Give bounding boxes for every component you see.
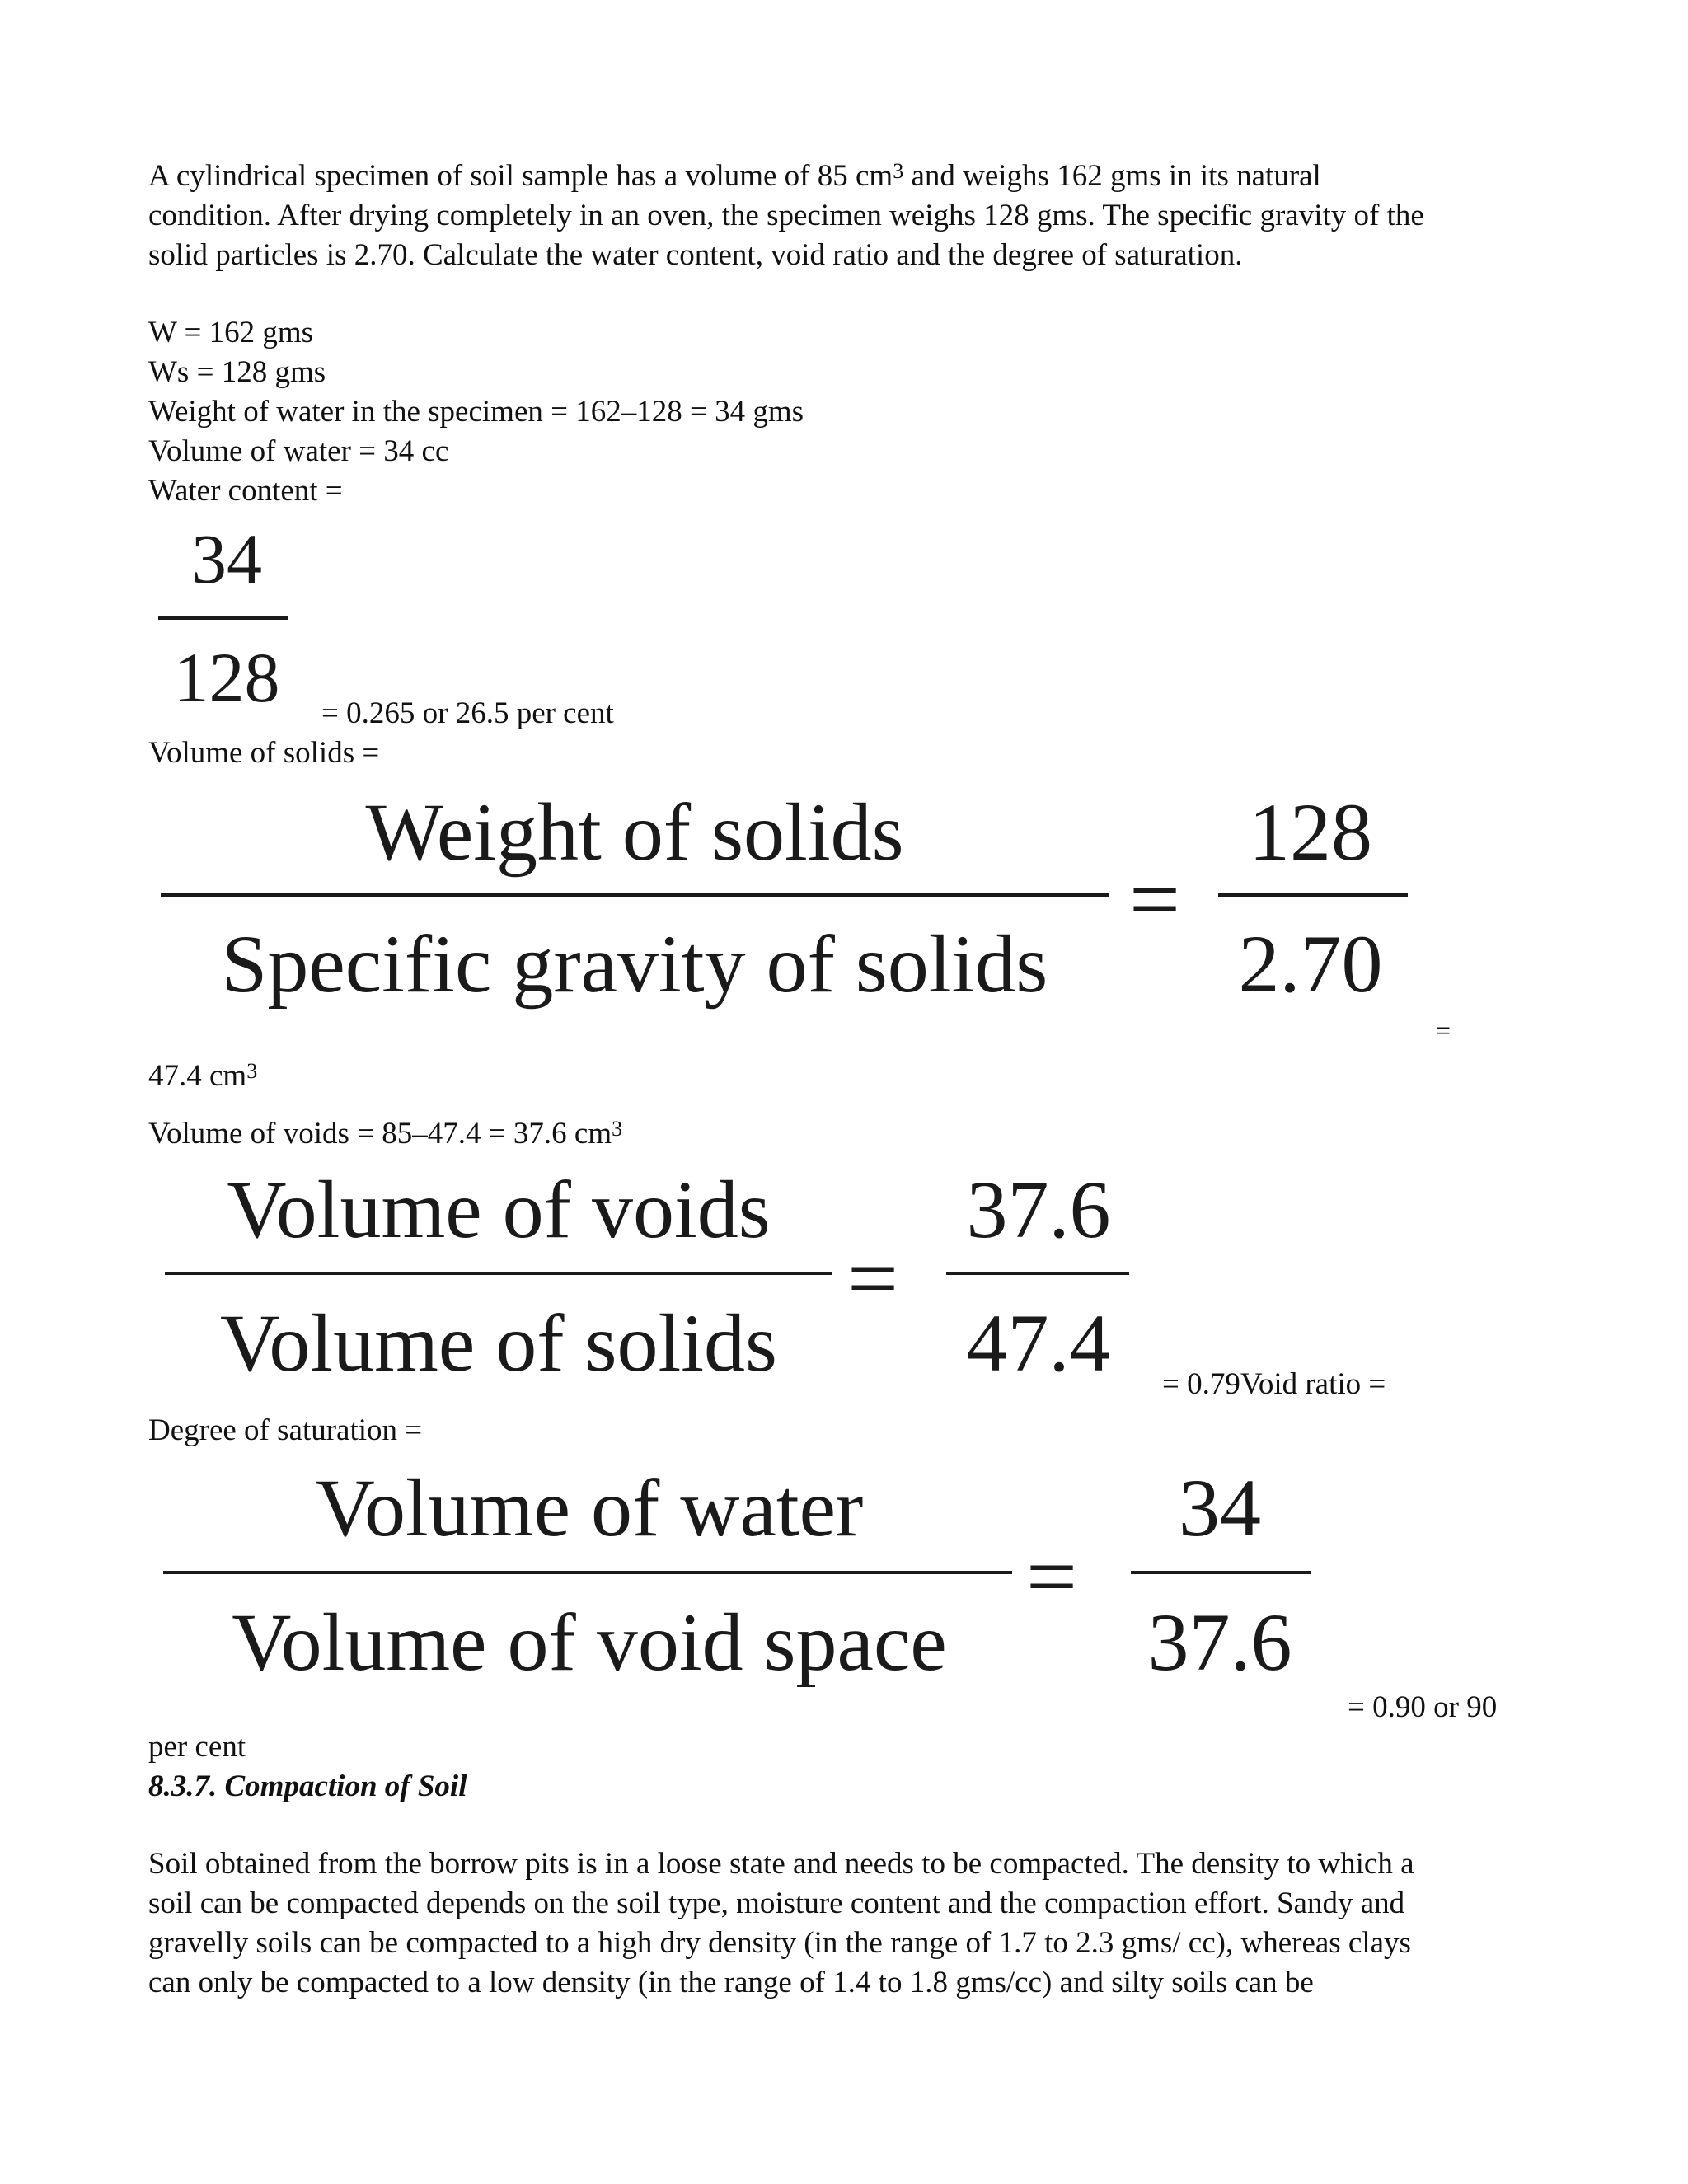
- water-content-label: Water content =: [148, 474, 343, 508]
- void-ratio-denominator: Volume of solids: [220, 1297, 777, 1389]
- cubic-superscript: 3: [893, 159, 904, 183]
- volume-solids-value-bar: [1218, 893, 1408, 897]
- paragraph-line-1: Soil obtained from the borrow pits is in a loose state and needs to be compacted. The density to which a: [148, 1847, 1414, 1881]
- volume-voids-text-sup: 3: [612, 1117, 623, 1141]
- problem-line-1-post: and weighs 162 gms in its natural: [903, 159, 1321, 193]
- volume-solids-value-numerator: 128: [1249, 786, 1372, 878]
- volume-voids-text: [148, 1114, 622, 1154]
- volume-solids-result: [148, 1057, 257, 1096]
- saturation-value-numerator: 34: [1179, 1462, 1261, 1554]
- saturation-value-bar: [1131, 1571, 1311, 1574]
- volume-solids-numerator: Weight of solids: [365, 786, 904, 878]
- volume-solids-fraction-bar: [161, 893, 1109, 897]
- section-heading: 8.3.7. Compaction of Soil: [148, 1769, 467, 1803]
- volume-solids-result-pre: 47.4 cm: [148, 1059, 247, 1093]
- void-ratio-value-bar: [946, 1272, 1129, 1275]
- volume-voids-text-pre: Volume of voids = 85–47.4 = 37.6 cm: [148, 1117, 612, 1151]
- problem-line-1: [148, 157, 1321, 196]
- paragraph-line-3: gravelly soils can be compacted to a high dry density (in the range of 1.7 to 2.3 gms/ cc), whereas clays: [148, 1926, 1411, 1960]
- water-content-numerator: 34: [191, 519, 262, 598]
- volume-solids-trailing-equals: =: [1436, 1015, 1451, 1045]
- volume-solids-equals: =: [1129, 849, 1181, 949]
- saturation-fraction-bar: [163, 1571, 1012, 1574]
- saturation-label: Degree of saturation =: [148, 1413, 423, 1447]
- saturation-equals: =: [1026, 1526, 1078, 1627]
- given-w: W = 162 gms: [148, 316, 314, 349]
- saturation-result-continued: per cent: [148, 1730, 246, 1764]
- void-ratio-fraction-bar: [165, 1272, 832, 1275]
- volume-solids-denominator: Specific gravity of solids: [221, 918, 1048, 1010]
- paragraph-line-4: can only be compacted to a low density (in the range of 1.4 to 1.8 gms/cc) and silty soils can be: [148, 1966, 1314, 1999]
- given-ws: Ws = 128 gms: [148, 355, 326, 389]
- problem-line-3: solid particles is 2.70. Calculate the water content, void ratio and the degree of saturation.: [148, 238, 1243, 272]
- void-ratio-numerator: Volume of voids: [227, 1164, 771, 1255]
- water-content-denominator: 128: [173, 638, 280, 717]
- volume-solids-label: Volume of solids =: [148, 736, 380, 770]
- water-content-result: = 0.265 or 26.5 per cent: [321, 696, 614, 730]
- saturation-value-denominator: 37.6: [1147, 1596, 1292, 1688]
- water-content-fraction-bar: [158, 616, 288, 620]
- problem-line-2: condition. After drying completely in an oven, the specimen weighs 128 gms. The specific gravity of the: [148, 199, 1424, 232]
- void-ratio-value-numerator: 37.6: [966, 1164, 1111, 1255]
- given-weight-water: Weight of water in the specimen = 162–128 = 34 gms: [148, 395, 804, 429]
- volume-solids-value-denominator: 2.70: [1238, 918, 1383, 1010]
- void-ratio-value-denominator: 47.4: [966, 1297, 1111, 1389]
- saturation-result: = 0.90 or 90: [1348, 1690, 1498, 1724]
- saturation-numerator: Volume of water: [315, 1462, 864, 1554]
- void-ratio-result: = 0.79Void ratio =: [1162, 1367, 1386, 1401]
- saturation-denominator: Volume of void space: [232, 1596, 947, 1688]
- paragraph-line-2: soil can be compacted depends on the soil type, moisture content and the compaction effort. Sandy and: [148, 1886, 1405, 1920]
- void-ratio-equals: =: [847, 1228, 899, 1329]
- problem-line-1-pre: A cylindrical specimen of soil sample has a volume of 85 cm: [148, 159, 893, 193]
- given-volume-water: Volume of water = 34 cc: [148, 434, 449, 468]
- volume-solids-result-sup: 3: [246, 1059, 258, 1083]
